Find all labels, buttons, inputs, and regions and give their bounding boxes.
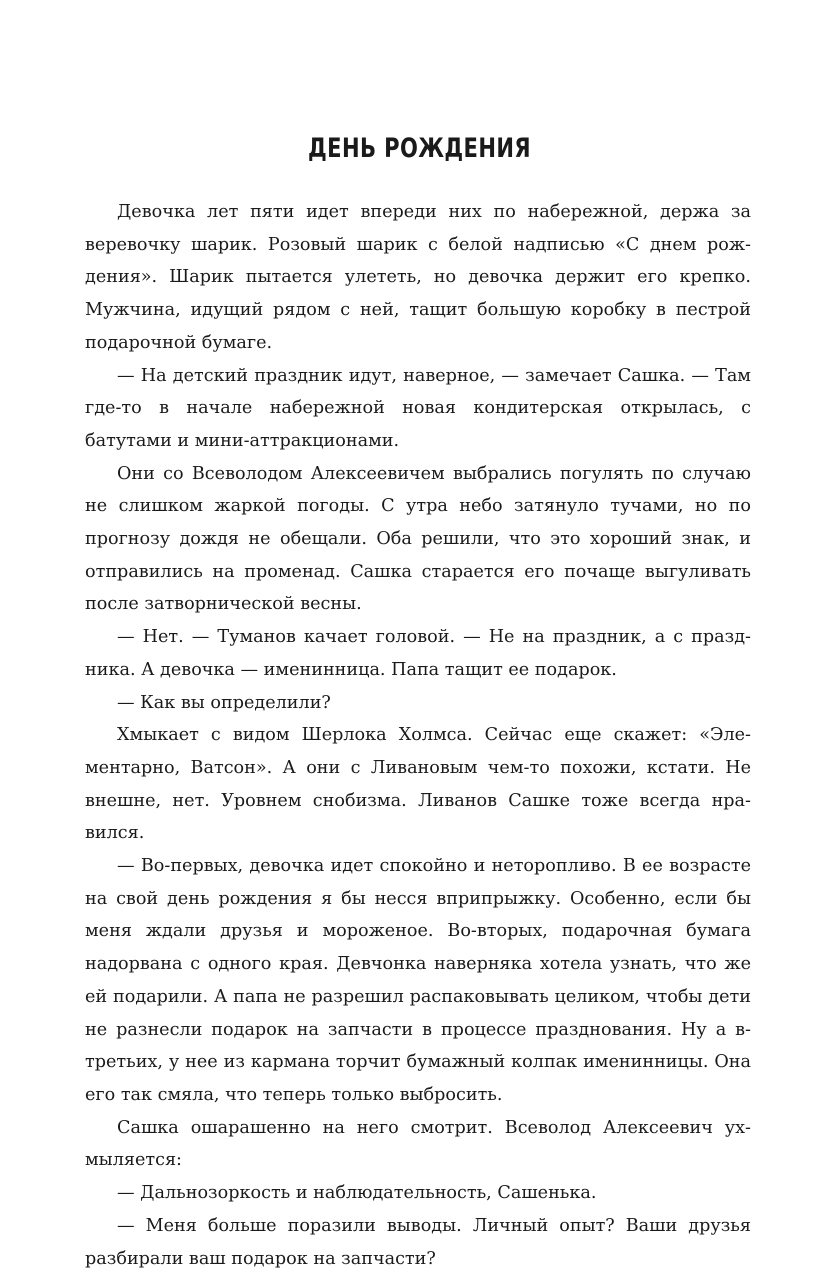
paragraph: Сашка ошарашенно на него смотрит. Всеволод Алексеевич ухмыляется: bbox=[85, 1117, 751, 1171]
paragraph: Девочка лет пяти идет впереди них по набережной, держа за веревочку шарик. Розовый шарик с белой надписью «С днем рождения». Шарик пытается улететь, но девочка держит его крепко. Мужчина, идущий рядом с ней, тащит большую коробку в пестрой подарочной бумаге. bbox=[85, 202, 751, 353]
paragraph: — Как вы определили? bbox=[117, 692, 331, 713]
paragraph: — Дальнозоркость и наблюдательность, Сашенька. bbox=[117, 1183, 597, 1204]
paragraph: — Меня больше поразили выводы. Личный опыт? Ваши друзья разбирали ваш подарок на запчасти? bbox=[85, 1215, 751, 1269]
chapter-text bbox=[85, 196, 751, 1275]
chapter-title: ДЕНЬ РОЖДЕНИЯ bbox=[308, 133, 531, 164]
paragraph: Хмыкает с видом Шерлока Холмса. Сейчас еще скажет: «Элементарно, Ватсон». А они с Ливановым чем-то похожи, кстати. Не внешне, нет. Уровнем снобизма. Ливанов Сашке тоже всегда нравился. bbox=[85, 725, 751, 844]
paragraph: — На детский праздник идут, наверное, — замечает Сашка. — Там где-то в начале набережной новая кондитерская открылась, с батутами и мини-аттракционами. bbox=[85, 365, 751, 451]
paragraph: — Нет. — Туманов качает головой. — Не на праздник, а с праздника. А девочка — именинница. Папа тащит ее подарок. bbox=[85, 627, 751, 680]
paragraph: Они со Всеволодом Алексеевичем выбрались погулять по случаю не слишком жаркой погоды. С утра небо затянуло тучами, но по прогнозу дождя не обещали. Оба решили, что это хороший знак, и отправились на променад. Сашка старается его почаще выгуливать после затворнической весны. bbox=[85, 463, 751, 615]
paragraph: — Во-первых, девочка идет спокойно и неторопливо. В ее возрасте на свой день рождения я бы несся вприпрыжку. Особенно, если бы меня ждали друзья и мороженое. Во-вторых, подарочная бумага надорвана с одного края. Девчонка наверняка хотела узнать, что же ей подарили. А папа не разрешил распаковывать целиком, чтобы дети не разнесли подарок на запчасти в процессе празднования. Ну а в-третьих, у нее из кармана торчит бумажный колпак именинницы. Она его так смяла, что теперь только выбросить. bbox=[85, 856, 751, 1105]
